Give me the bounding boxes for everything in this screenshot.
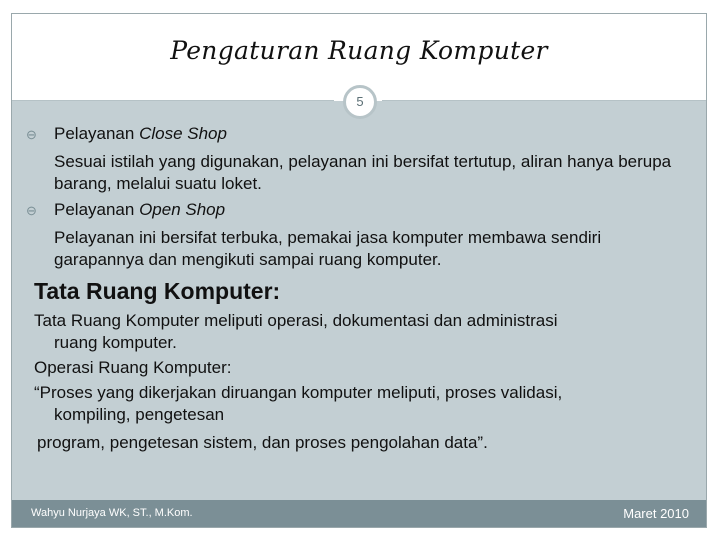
bullet-description: Pelayanan ini bersifat terbuka, pemakai jasa komputer membawa sendiri garapannya dan mengikuti sampai ruang komputer. [54, 228, 602, 269]
bullet-label: Pelayanan Open Shop [54, 200, 226, 219]
slide-footer [12, 500, 706, 527]
body-line: program, pengetesan sistem, dan proses pengolahan data”. [37, 433, 488, 452]
hollow-circle-bullet-icon: ⊖ [26, 127, 37, 142]
body-line: Operasi Ruang Komputer: [34, 358, 232, 377]
slide-title: Pengaturan Ruang Komputer [170, 36, 548, 65]
page-number: 5 [343, 85, 377, 119]
hollow-circle-bullet-icon: ⊖ [26, 203, 37, 218]
section-heading: Tata Ruang Komputer: [34, 278, 281, 304]
title-divider-left [12, 100, 334, 101]
slide [11, 13, 707, 528]
footer-date: Maret 2010 [623, 506, 689, 521]
body-line: ruang komputer. [54, 333, 177, 352]
body-line: “Proses yang dikerjakan diruangan komputer meliputi, proses validasi, [34, 383, 563, 402]
title-divider-right [382, 100, 706, 101]
bullet-label: Pelayanan Close Shop [54, 124, 227, 143]
bullet-description: Sesuai istilah yang digunakan, pelayanan ini bersifat tertutup, aliran hanya berupa barang, melalui suatu loket. [54, 152, 672, 193]
footer-author: Wahyu Nurjaya WK, ST., M.Kom. [31, 507, 193, 519]
body-line: Tata Ruang Komputer meliputi operasi, dokumentasi dan administrasi [34, 311, 558, 330]
body-line: kompiling, pengetesan [54, 405, 225, 424]
